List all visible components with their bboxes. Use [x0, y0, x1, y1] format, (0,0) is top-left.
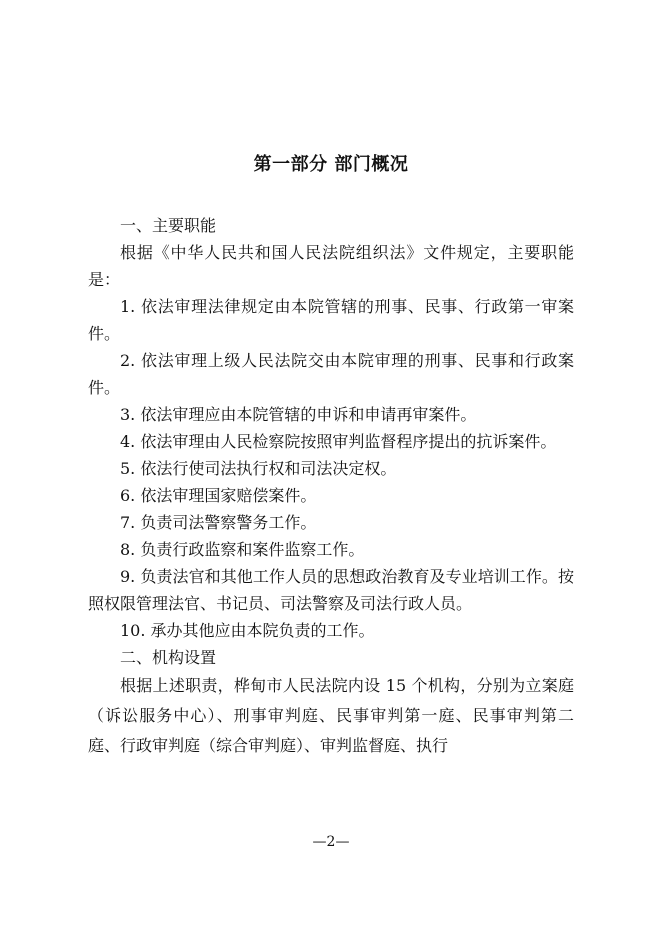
section-heading-functions: 一、主要职能	[120, 216, 217, 235]
function-item-1: 1. 依法审理法律规定由本院管辖的刑事、民事、行政第一审案件。	[88, 297, 574, 343]
function-item-7: 7. 负责司法警察警务工作。	[120, 513, 317, 532]
function-item-5: 5. 依法行使司法执行权和司法决定权。	[120, 459, 397, 478]
page-title: 第一部分 部门概况	[253, 154, 409, 175]
function-item-10: 10. 承办其他应由本院负责的工作。	[120, 621, 375, 640]
section-heading-structure: 二、机构设置	[120, 648, 217, 667]
function-item-9: 9. 负责法官和其他工作人员的思想政治教育及专业培训工作。按照权限管理法官、书记员、司法警察及司法行政人员。	[88, 567, 574, 613]
document-body	[88, 212, 574, 761]
function-item-6: 6. 依法审理国家赔偿案件。	[120, 486, 317, 505]
structure-paragraph: 根据上述职责，桦甸市人民法院内设 15 个机构，分别为立案庭（诉讼服务中心）、刑事审判庭、民事审判第一庭、民事审判第二庭、行政审判庭（综合审判庭）、审判监督庭、执行	[88, 676, 574, 755]
page-number: —2—	[312, 834, 350, 850]
function-item-8: 8. 负责行政监察和案件监察工作。	[120, 540, 365, 559]
function-item-4: 4. 依法审理由人民检察院按照审判监督程序提出的抗诉案件。	[120, 432, 557, 451]
function-item-3: 3. 依法审理应由本院管辖的申诉和申请再审案件。	[120, 405, 477, 424]
intro-paragraph: 根据《中华人民共和国人民法院组织法》文件规定，主要职能是：	[88, 243, 574, 289]
function-item-2: 2. 依法审理上级人民法院交由本院审理的刑事、民事和行政案件。	[88, 351, 574, 397]
